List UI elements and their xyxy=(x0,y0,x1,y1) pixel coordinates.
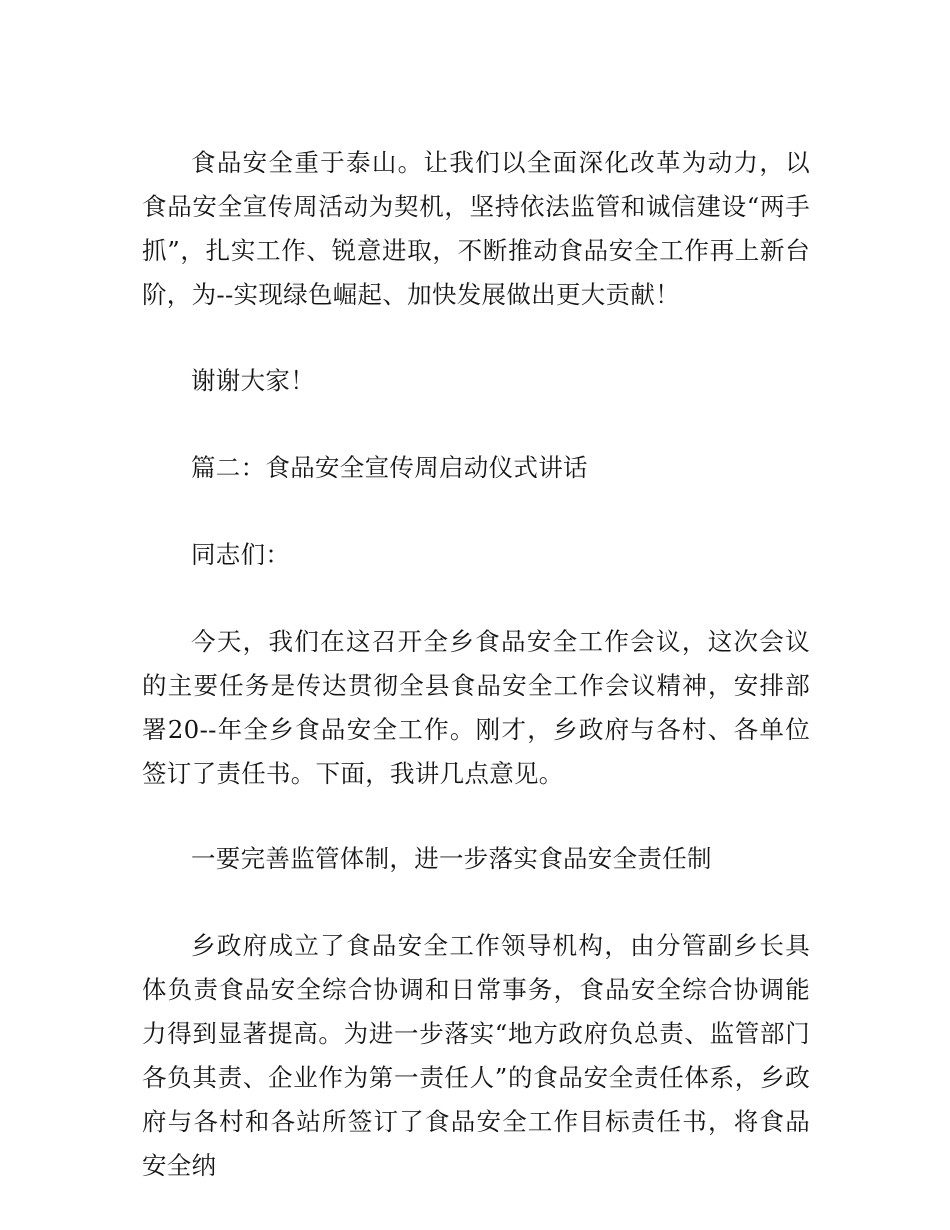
point-heading: 一要完善监管体制，进一步落实食品安全责任制 xyxy=(191,843,712,873)
intro-paragraph: 今天，我们在这召开全乡食品安全工作会议，这次会议的主要任务是传达贯彻全县食品安全工作会议精神，安排部署20--年全乡食品安全工作。刚才，乡政府与各村、各单位签订了责任书。下面，我讲几点意见。 xyxy=(142,626,810,788)
salutation: 同志们： xyxy=(191,539,291,569)
body-paragraph: 乡政府成立了食品安全工作领导机构，由分管副乡长具体负责食品安全综合协调和日常事务，食品安全综合协调能力得到显著提高。为进一步落实“地方政府负总责、监管部门各负其责、企业作为第一责任人”的食品安全责任体系，乡政府与各村和各站所签订了食品安全工作目标责任书，将食品安全纳 xyxy=(142,930,810,1180)
thanks-line: 谢谢大家！ xyxy=(191,365,315,395)
section-title: 篇二：食品安全宣传周启动仪式讲话 xyxy=(191,452,588,482)
closing-paragraph: 食品安全重于泰山。让我们以全面深化改革为动力，以食品安全宣传周活动为契机，坚持依法监管和诚信建设“两手抓”，扎实工作、锐意进取，不断推动食品安全工作再上新台阶，为--实现绿色崛起、加快发展做出更大贡献！ xyxy=(142,147,810,309)
